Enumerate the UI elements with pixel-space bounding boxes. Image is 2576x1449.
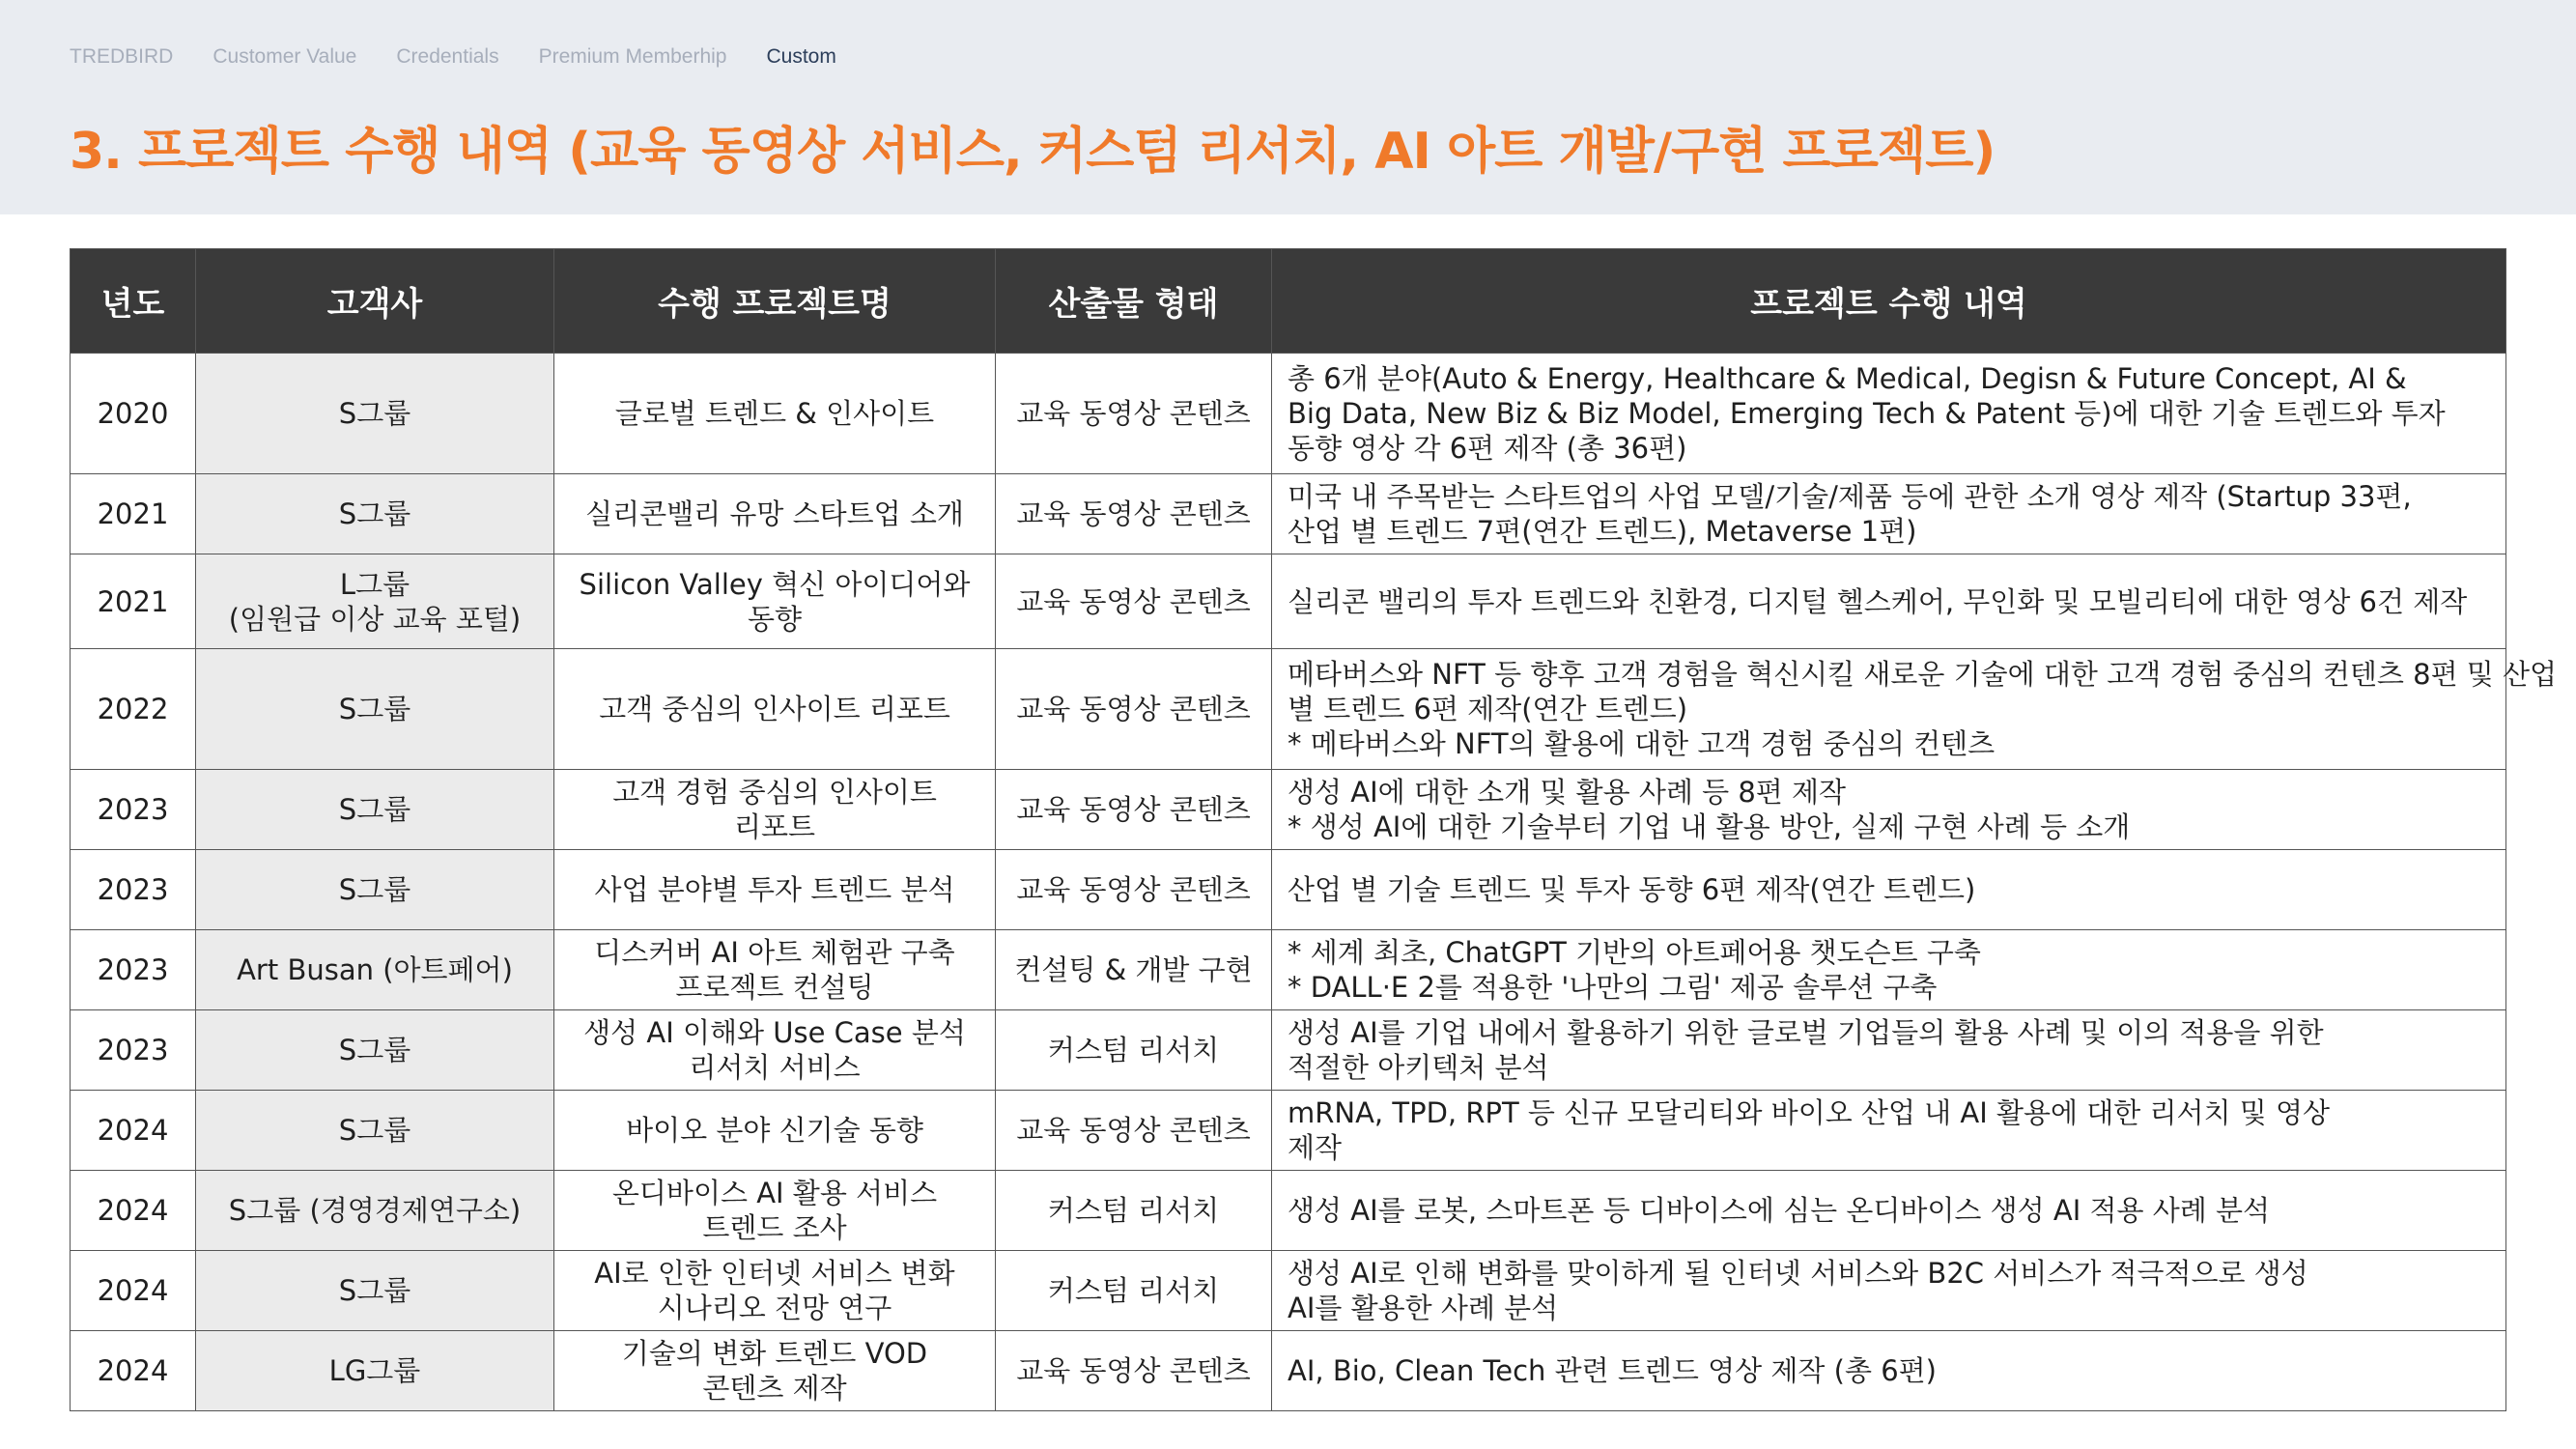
nav-item-premium-membership[interactable]: Premium Memberhip — [538, 45, 727, 68]
cell-year: 2024 — [71, 1251, 196, 1331]
client-line: S그룹 — [338, 1274, 411, 1307]
project-line: 고객 중심의 인사이트 리포트 — [599, 693, 950, 725]
project-line: 동향 — [747, 602, 803, 636]
description-line: AI, Bio, Clean Tech 관련 트렌드 영상 제작 (총 6편) — [1288, 1354, 1937, 1387]
project-line: 글로벌 트렌드 & 인사이트 — [614, 397, 935, 430]
cell-client — [196, 554, 554, 649]
cell-year: 2024 — [71, 1091, 196, 1171]
header-band — [0, 0, 2576, 214]
project-line: 온디바이스 AI 활용 서비스 — [611, 1177, 938, 1209]
header-project: 수행 프로젝트명 — [554, 249, 996, 354]
cell-client — [196, 1171, 554, 1251]
client-line: (임원급 이상 교육 포털) — [228, 602, 522, 636]
header-desc: 프로젝트 수행 내역 — [1272, 249, 2506, 354]
cell-project — [554, 770, 996, 850]
project-line: 콘텐츠 제작 — [702, 1372, 847, 1405]
table-row — [71, 770, 2506, 850]
description-line: * 생성 AI에 대한 기술부터 기업 내 활용 방안, 실제 구현 사례 등 소개 — [1288, 810, 2131, 843]
cell-project — [554, 930, 996, 1010]
cell-type: 커스텀 리서치 — [996, 1171, 1272, 1251]
project-line: 실리콘밸리 유망 스타트업 소개 — [585, 497, 964, 530]
nav-item-tredbird[interactable]: TREDBIRD — [70, 45, 174, 68]
cell-year: 2023 — [71, 930, 196, 1010]
cell-year: 2024 — [71, 1171, 196, 1251]
table-body — [71, 354, 2558, 1411]
table-row — [71, 930, 2506, 1010]
client-line: S그룹 — [338, 873, 411, 906]
cell-description — [1272, 850, 2506, 930]
description-line: 생성 AI로 인해 변화를 맞이하게 될 인터넷 서비스와 B2C 서비스가 적극적으로 생성 — [1288, 1257, 2308, 1290]
cell-type: 커스텀 리서치 — [996, 1251, 1272, 1331]
project-line: 생성 AI 이해와 Use Case 분석 — [583, 1016, 966, 1049]
cell-description — [1272, 930, 2506, 1010]
project-line: 사업 분야별 투자 트렌드 분석 — [594, 873, 955, 906]
cell-year: 2022 — [71, 649, 196, 770]
cell-project — [554, 1251, 996, 1331]
nav-item-credentials[interactable]: Credentials — [396, 45, 499, 68]
cell-year: 2023 — [71, 770, 196, 850]
cell-description — [1272, 354, 2506, 474]
client-line: S그룹 — [338, 1114, 411, 1147]
description-line: 총 6개 분야(Auto & Energy, Healthcare & Medical, Degisn & Future Concept, AI & — [1288, 362, 2407, 395]
description-line: 미국 내 주목받는 스타트업의 사업 모델/기술/제품 등에 관한 소개 영상 제작 (Startup 33편, — [1288, 480, 2412, 513]
table-row — [71, 1331, 2506, 1411]
cell-client — [196, 354, 554, 474]
cell-client — [196, 1091, 554, 1171]
cell-description — [1272, 1091, 2506, 1171]
description-line: 동향 영상 각 6편 제작 (총 36편) — [1288, 432, 1687, 465]
nav-item-custom[interactable]: Custom — [766, 45, 836, 68]
cell-client — [196, 930, 554, 1010]
header-type: 산출물 형태 — [996, 249, 1272, 354]
cell-client — [196, 1010, 554, 1091]
table-row — [71, 554, 2506, 649]
cell-description — [1272, 554, 2506, 649]
project-table-wrapper — [70, 248, 2558, 1411]
description-line: 생성 AI를 로봇, 스마트폰 등 디바이스에 심는 온디바이스 생성 AI 적용 사례 분석 — [1288, 1194, 2271, 1227]
project-table — [70, 248, 2558, 1411]
cell-year: 2021 — [71, 554, 196, 649]
description-line: AI를 활용한 사례 분석 — [1288, 1292, 1559, 1324]
project-line: 프로젝트 컨설팅 — [675, 971, 874, 1004]
table-row — [71, 1010, 2506, 1091]
description-line: * DALL·E 2를 적용한 '나만의 그림' 제공 솔루션 구축 — [1288, 971, 1938, 1004]
cell-description — [1272, 474, 2506, 554]
project-line: 리포트 — [733, 810, 816, 843]
cell-description — [1272, 770, 2506, 850]
description-line: 실리콘 밸리의 투자 트렌드와 친환경, 디지털 헬스케어, 무인화 및 모빌리티에 대한 영상 6건 제작 — [1288, 584, 2468, 618]
cell-project — [554, 1171, 996, 1251]
cell-project — [554, 1091, 996, 1171]
table-row — [71, 1171, 2506, 1251]
table-row — [71, 354, 2506, 474]
cell-type: 교육 동영상 콘텐츠 — [996, 354, 1272, 474]
project-line: 트렌드 조사 — [702, 1211, 847, 1244]
project-line: AI로 인한 인터넷 서비스 변화 — [594, 1257, 955, 1290]
cell-project — [554, 1010, 996, 1091]
cell-project — [554, 474, 996, 554]
client-line: S그룹 — [338, 793, 411, 826]
cell-client — [196, 474, 554, 554]
cell-client — [196, 1331, 554, 1411]
client-line: LG그룹 — [328, 1354, 421, 1387]
description-line: 산업 별 기술 트렌드 및 투자 동향 6편 제작(연간 트렌드) — [1288, 873, 1976, 906]
description-line: 생성 AI를 기업 내에서 활용하기 위한 글로벌 기업들의 활용 사례 및 이의 적용을 위한 — [1288, 1016, 2324, 1049]
cell-type: 교육 동영상 콘텐츠 — [996, 1331, 1272, 1411]
nav-item-customer-value[interactable]: Customer Value — [212, 45, 357, 68]
description-line: Big Data, New Biz & Biz Model, Emerging Tech & Patent 등)에 대한 기술 트렌드와 투자 — [1288, 397, 2446, 430]
cell-client — [196, 649, 554, 770]
project-line: 리서치 서비스 — [689, 1051, 861, 1084]
project-line: 기술의 변화 트렌드 VOD — [621, 1337, 928, 1370]
description-line: * 세계 최초, ChatGPT 기반의 아트페어용 챗도슨트 구축 — [1288, 936, 1981, 969]
cell-year: 2021 — [71, 474, 196, 554]
cell-type: 커스텀 리서치 — [996, 1010, 1272, 1091]
cell-year: 2023 — [71, 850, 196, 930]
project-line: 바이오 분야 신기술 동향 — [626, 1114, 923, 1147]
description-line: 적절한 아키텍처 분석 — [1288, 1051, 1549, 1084]
table-row — [71, 1091, 2506, 1171]
cell-type: 교육 동영상 콘텐츠 — [996, 554, 1272, 649]
client-line: L그룹 — [339, 567, 410, 601]
table-header-row — [71, 249, 2506, 354]
cell-type: 교육 동영상 콘텐츠 — [996, 1091, 1272, 1171]
page-title: 3. 프로젝트 수행 내역 (교육 동영상 서비스, 커스텀 리서치, AI 아트 개발/구현 프로젝트) — [70, 123, 1996, 181]
table-row — [71, 649, 2506, 770]
cell-description — [1272, 1251, 2506, 1331]
header-client: 고객사 — [196, 249, 554, 354]
cell-description — [1272, 1010, 2506, 1091]
cell-type: 교육 동영상 콘텐츠 — [996, 649, 1272, 770]
header-year: 년도 — [71, 249, 196, 354]
client-line: S그룹 — [338, 693, 411, 725]
description-line: 메타버스와 NFT 등 향후 고객 경험을 혁신시킬 새로운 기술에 대한 고객 경험 중심의 컨텐츠 8편 및 산업 — [1288, 658, 2558, 691]
client-line: S그룹 — [338, 1034, 411, 1066]
top-nav — [70, 45, 876, 69]
project-line: 고객 경험 중심의 인사이트 — [612, 776, 937, 809]
project-line: 시나리오 전망 연구 — [657, 1292, 892, 1324]
cell-description — [1272, 1171, 2506, 1251]
table-row — [71, 474, 2506, 554]
description-line: 생성 AI에 대한 소개 및 활용 사례 등 8편 제작 — [1288, 776, 1847, 809]
cell-project — [554, 649, 996, 770]
description-line: 산업 별 트렌드 7편(연간 트렌드), Metaverse 1편) — [1288, 515, 1917, 548]
cell-description — [1272, 649, 2558, 770]
cell-type: 교육 동영상 콘텐츠 — [996, 770, 1272, 850]
cell-type: 교육 동영상 콘텐츠 — [996, 850, 1272, 930]
description-line: 별 트렌드 6편 제작(연간 트렌드) — [1288, 693, 1688, 725]
cell-project — [554, 850, 996, 930]
client-line: Art Busan (아트페어) — [237, 953, 513, 986]
description-line: 제작 — [1288, 1131, 1343, 1164]
cell-project — [554, 554, 996, 649]
description-line: * 메타버스와 NFT의 활용에 대한 고객 경험 중심의 컨텐츠 — [1288, 727, 1996, 760]
cell-type: 컨설팅 & 개발 구현 — [996, 930, 1272, 1010]
client-line: S그룹 (경영경제연구소) — [228, 1194, 522, 1227]
description-line: mRNA, TPD, RPT 등 신규 모달리티와 바이오 산업 내 AI 활용에 대한 리서치 및 영상 — [1288, 1096, 2331, 1129]
client-line: S그룹 — [338, 397, 411, 430]
table-row — [71, 1251, 2506, 1331]
cell-project — [554, 354, 996, 474]
cell-description — [1272, 1331, 2506, 1411]
client-line: S그룹 — [338, 497, 411, 530]
cell-client — [196, 1251, 554, 1331]
project-line: 디스커버 AI 아트 체험관 구축 — [594, 936, 955, 969]
table-row — [71, 850, 2506, 930]
cell-project — [554, 1331, 996, 1411]
cell-year: 2023 — [71, 1010, 196, 1091]
project-line: Silicon Valley 혁신 아이디어와 — [579, 567, 971, 601]
cell-type: 교육 동영상 콘텐츠 — [996, 474, 1272, 554]
cell-year: 2020 — [71, 354, 196, 474]
cell-year: 2024 — [71, 1331, 196, 1411]
cell-client — [196, 850, 554, 930]
cell-client — [196, 770, 554, 850]
